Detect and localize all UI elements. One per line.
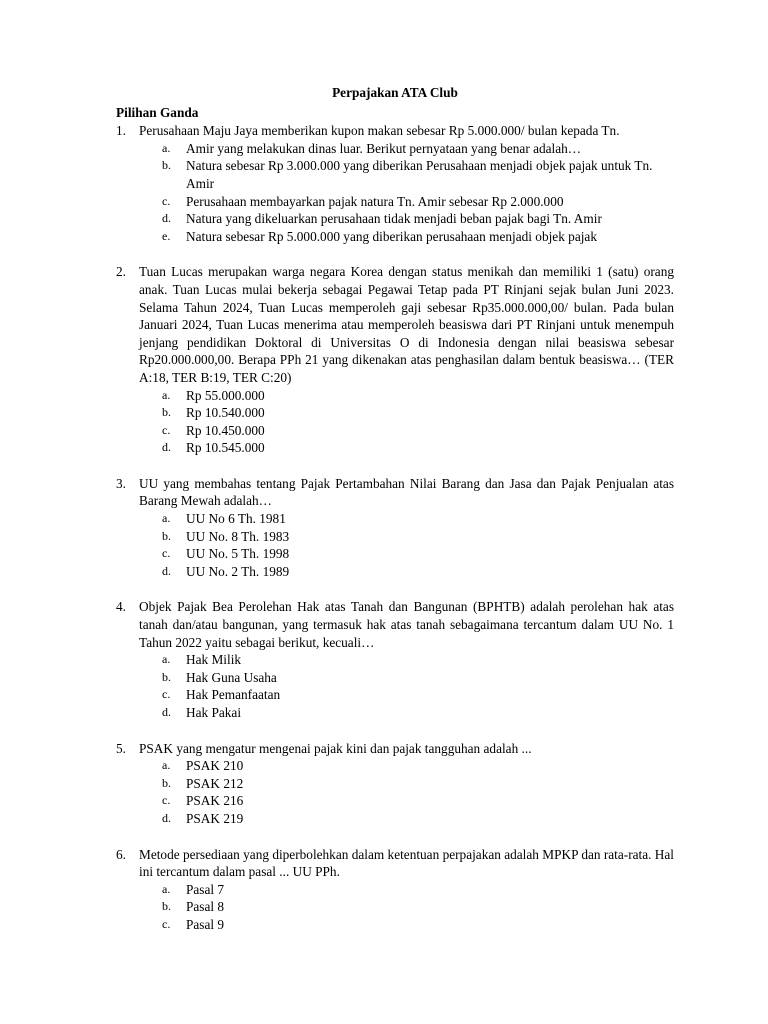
question-6 <box>116 846 674 934</box>
option-text: PSAK 216 <box>186 793 244 809</box>
answer-option <box>162 898 674 916</box>
answer-option <box>162 545 674 563</box>
option-text: Hak Milik <box>186 652 242 668</box>
option-text: Natura yang dikeluarkan perusahaan tidak menjadi beban pajak bagi Tn. Amir <box>186 211 602 227</box>
option-letter: d. <box>162 705 171 719</box>
option-letter: d. <box>162 211 171 226</box>
option-letter: d. <box>162 810 171 825</box>
question-number: 1. <box>116 123 126 139</box>
answer-options <box>116 651 674 721</box>
question-number: 6. <box>116 846 126 862</box>
option-letter: e. <box>162 228 171 243</box>
option-text: Amir yang melakukan dinas luar. Berikut pernyataan yang benar adalah… <box>186 140 582 156</box>
question-1 <box>116 122 674 245</box>
question-3 <box>116 475 674 581</box>
option-letter: a. <box>162 140 171 155</box>
question-list <box>116 122 674 933</box>
question-text: Objek Pajak Bea Perolehan Hak atas Tanah dan Bangunan (BPHTB) adalah perolehan hak atas tanah dan/atau bangunan, yang termasuk hak atas tanah sebagaimana tercantum dalam UU No. 1 Tahun 2022 yaitu sebagai berikut, kecuali… <box>139 599 674 650</box>
option-text: Rp 10.450.000 <box>186 422 265 438</box>
option-letter: c. <box>162 193 171 208</box>
answer-option <box>162 387 674 405</box>
option-text: Pasal 8 <box>186 899 225 915</box>
answer-options <box>116 757 674 827</box>
answer-option <box>162 140 674 158</box>
option-letter: a. <box>162 387 171 402</box>
question-number: 5. <box>116 740 126 756</box>
answer-option <box>162 686 674 704</box>
question-text: Metode persediaan yang diperbolehkan dalam ketentuan perpajakan adalah MPKP dan rata-rata. Hal ini tercantum dalam pasal ... UU PPh. <box>139 846 674 880</box>
question-text: UU yang membahas tentang Pajak Pertambahan Nilai Barang dan Jasa dan Pajak Penjualan atas Barang Mewah adalah… <box>139 475 674 509</box>
option-letter: a. <box>162 758 171 773</box>
option-letter: b. <box>162 899 171 914</box>
answer-option <box>162 669 674 687</box>
answer-option <box>162 651 674 669</box>
option-text: PSAK 219 <box>186 810 244 826</box>
question-number: 3. <box>116 475 126 491</box>
answer-option <box>162 210 674 228</box>
option-letter: a. <box>162 881 171 896</box>
option-text: UU No. 2 Th. 1989 <box>186 563 290 579</box>
answer-option <box>162 193 674 211</box>
answer-option <box>162 439 674 457</box>
answer-options <box>116 881 674 934</box>
document-page <box>116 84 674 952</box>
answer-option <box>162 157 674 192</box>
option-text: Pasal 9 <box>186 916 225 932</box>
option-text: Pasal 7 <box>186 881 225 897</box>
option-text: Rp 10.545.000 <box>186 440 265 456</box>
option-text: UU No. 8 Th. 1983 <box>186 528 290 544</box>
option-letter: a. <box>162 511 171 526</box>
option-text: PSAK 210 <box>186 758 244 774</box>
answer-option <box>162 757 674 775</box>
option-text: PSAK 212 <box>186 775 244 791</box>
answer-options <box>116 387 674 457</box>
question-text: Perusahaan Maju Jaya memberikan kupon makan sebesar Rp 5.000.000/ bulan kepada Tn. <box>139 123 620 139</box>
option-letter: b. <box>162 669 171 684</box>
answer-option <box>162 510 674 528</box>
answer-option <box>162 704 674 722</box>
option-text: Rp 55.000.000 <box>186 387 265 403</box>
option-letter: d. <box>162 563 171 578</box>
option-letter: c. <box>162 916 171 931</box>
option-text: Hak Guna Usaha <box>186 669 277 685</box>
option-text: Natura sebesar Rp 3.000.000 yang diberikan Perusahaan menjadi objek pajak untuk Tn. Amir <box>186 158 653 191</box>
question-2 <box>116 263 674 457</box>
answer-option <box>162 228 674 246</box>
answer-options <box>116 510 674 580</box>
question-text: PSAK yang mengatur mengenai pajak kini dan pajak tangguhan adalah ... <box>139 740 532 756</box>
option-text: Natura sebesar Rp 5.000.000 yang diberikan perusahaan menjadi objek pajak <box>186 228 597 244</box>
answer-option <box>162 422 674 440</box>
option-letter: b. <box>162 528 171 543</box>
option-letter: b. <box>162 158 171 173</box>
option-text: UU No 6 Th. 1981 <box>186 511 286 527</box>
answer-option <box>162 404 674 422</box>
question-number: 2. <box>116 264 126 280</box>
answer-option <box>162 881 674 899</box>
option-text: Perusahaan membayarkan pajak natura Tn. Amir sebesar Rp 2.000.000 <box>186 193 564 209</box>
option-letter: c. <box>162 422 171 437</box>
option-text: Hak Pemanfaatan <box>186 687 281 703</box>
option-text: Rp 10.540.000 <box>186 405 265 421</box>
answer-option <box>162 810 674 828</box>
option-text: UU No. 5 Th. 1998 <box>186 546 290 562</box>
option-letter: c. <box>162 793 171 808</box>
option-letter: a. <box>162 652 171 667</box>
option-letter: d. <box>162 440 171 455</box>
option-letter: b. <box>162 775 171 790</box>
answer-option <box>162 775 674 793</box>
question-5 <box>116 740 674 828</box>
section-heading: Pilihan Ganda <box>116 104 199 120</box>
option-letter: c. <box>162 546 171 561</box>
answer-option <box>162 916 674 934</box>
question-text: Tuan Lucas merupakan warga negara Korea dengan status menikah dan memiliki 1 (satu) orang anak. Tuan Lucas mulai bekerja sebagai Pegawai Tetap pada PT Rinjani sejak bulan Juni 2023. Selama Tahun 2024, Tuan Lucas memperoleh gaji sebesar Rp35.000.000,00/ bulan. Pada bulan Januari 2024, Tuan Lucas menerima atau memperoleh beasiswa dari PT Rinjani untuk menempuh jenjang pendidikan Doktoral di Universitas O di Indonesia dengan nilai beasiswa sebesar Rp20.000.000,00. Berapa PPh 21 yang dikenakan atas penghasilan dalam bentuk beasiswa… (TER A:18, TER B:19, TER C:20) <box>139 264 674 385</box>
question-number: 4. <box>116 599 126 615</box>
question-4 <box>116 598 674 721</box>
option-text: Hak Pakai <box>186 705 242 720</box>
answer-option <box>162 792 674 810</box>
answer-options <box>116 140 674 246</box>
document-title: Perpajakan ATA Club <box>332 85 458 100</box>
answer-option <box>162 563 674 581</box>
answer-option <box>162 528 674 546</box>
option-letter: b. <box>162 405 171 420</box>
option-letter: c. <box>162 687 171 702</box>
